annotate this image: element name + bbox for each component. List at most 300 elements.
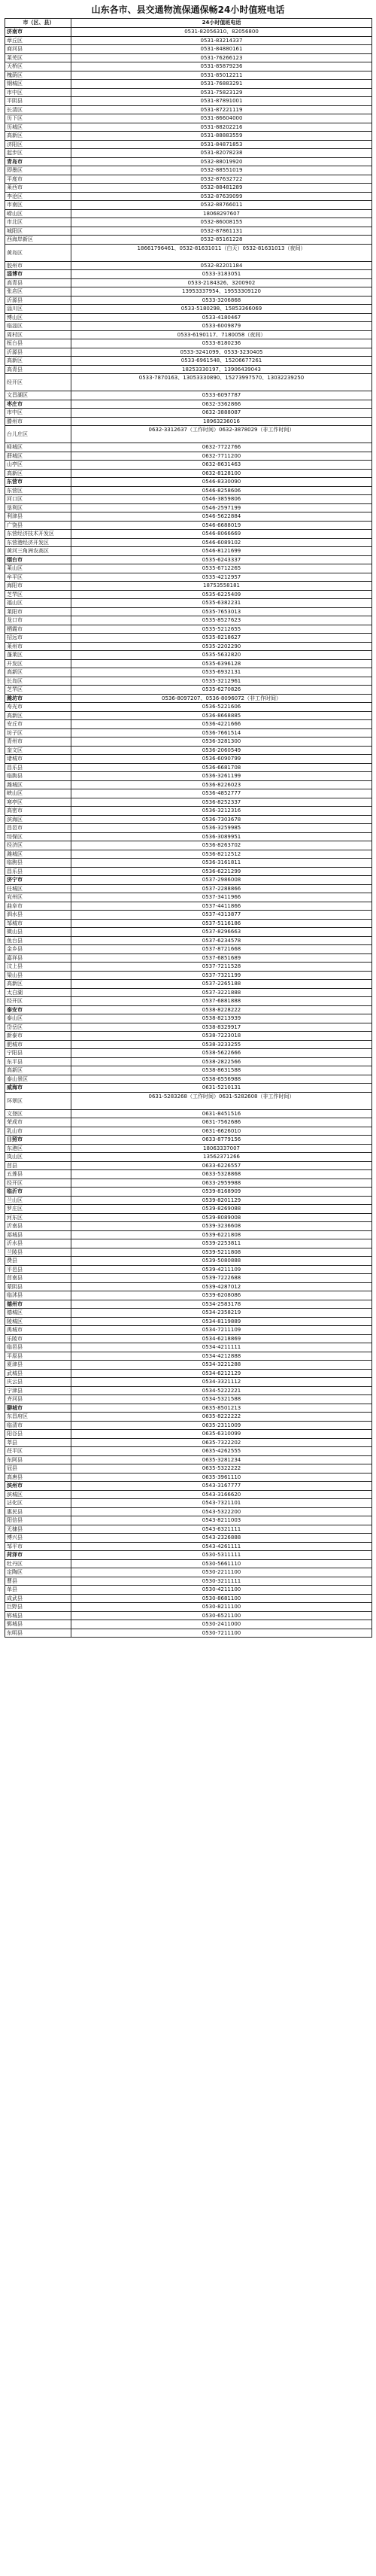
region-name: 罗庄区 (5, 1205, 71, 1213)
table-row (5, 1516, 372, 1525)
region-name: 滨城区 (5, 1491, 71, 1499)
region-name: 蓬莱区 (5, 651, 71, 659)
table-row (5, 1499, 372, 1508)
phone-number: 0536-3212316 (71, 807, 372, 815)
table-row (5, 512, 372, 522)
table-row (5, 1430, 372, 1439)
phone-number: 0539-5211808 (71, 1248, 372, 1257)
region-name: 薛城区 (5, 452, 71, 461)
phone-number: 0537-3411966 (71, 893, 372, 902)
phone-number: 0537-6851689 (71, 954, 372, 963)
table-header (5, 19, 372, 28)
region-name: 长清区 (5, 106, 71, 114)
phone-number: 0533-8180236 (71, 339, 372, 348)
table-row (5, 1023, 372, 1033)
phone-number: 0530-2411000 (71, 1620, 372, 1629)
table-row (5, 599, 372, 608)
region-name: 历城区 (5, 123, 71, 132)
phone-number: 0533-3206868 (71, 297, 372, 305)
phone-number: 0539-4287012 (71, 1283, 372, 1291)
phone-number: 0635-5322222 (71, 1464, 372, 1473)
table-row (5, 989, 372, 998)
table-row (5, 1266, 372, 1275)
phone-number: 0633-2959988 (71, 1179, 372, 1188)
phone-number: 0535-7653013 (71, 608, 372, 616)
table-row (5, 703, 372, 712)
phone-number: 0537-4411866 (71, 902, 372, 911)
phone-number: 0537-6881888 (71, 997, 372, 1005)
phone-number: 0632-3362866 (71, 400, 372, 409)
phone-number: 0633-8779156 (71, 1136, 372, 1144)
region-name: 东明县 (5, 1629, 71, 1638)
region-name: 太白湖 (5, 989, 71, 997)
phone-number: 0536-6681708 (71, 764, 372, 772)
phone-number: 0531-76266123 (71, 54, 372, 62)
region-name: 崂山区 (5, 210, 71, 218)
phone-number: 0539-7222688 (71, 1274, 372, 1282)
phone-number: 0536-6090799 (71, 755, 372, 763)
region-name: 沂南县 (5, 1222, 71, 1230)
table-row (5, 426, 372, 443)
phone-number: 0537-7211528 (71, 963, 372, 971)
table-row (5, 1145, 372, 1154)
region-name: 济南市 (5, 28, 71, 36)
phone-number: 0532-88766011 (71, 201, 372, 209)
table-row (5, 564, 372, 573)
region-name: 茌平区 (5, 1447, 71, 1455)
city-row (5, 478, 372, 487)
phone-number: 0532-87861131 (71, 227, 372, 236)
table-row (5, 764, 372, 773)
table-row (5, 1153, 372, 1162)
phone-number: 0534-2583178 (71, 1300, 372, 1309)
table-row (5, 972, 372, 981)
region-name: 邹平市 (5, 1543, 71, 1551)
phone-number: 0530-8681100 (71, 1595, 372, 1603)
phone-number: 0546-6089102 (71, 539, 372, 547)
phone-number: 0632-7711200 (71, 452, 372, 461)
phone-number: 0546-8258606 (71, 487, 372, 495)
region-name: 泰安市 (5, 1006, 71, 1014)
region-name: 五莲县 (5, 1170, 71, 1179)
city-row (5, 28, 372, 37)
region-name: 莘县 (5, 1439, 71, 1447)
region-name: 齐河县 (5, 1395, 71, 1404)
table-row (5, 729, 372, 738)
region-name: 滕州市 (5, 418, 71, 426)
table-row (5, 1491, 372, 1500)
phone-number: 0633-5328868 (71, 1170, 372, 1179)
table-row (5, 175, 372, 184)
table-row (5, 660, 372, 669)
region-name: 经开区 (5, 997, 71, 1005)
phone-number: 0537-5116186 (71, 920, 372, 928)
table-row (5, 954, 372, 963)
region-name: 济宁市 (5, 876, 71, 884)
table-row (5, 582, 372, 591)
table-row (5, 1387, 372, 1396)
table-row (5, 1257, 372, 1266)
table-row (5, 1595, 372, 1604)
table-row (5, 1413, 372, 1422)
table-row (5, 218, 372, 227)
table-row (5, 1066, 372, 1075)
region-name: 章丘区 (5, 37, 71, 45)
region-name: 槐荫区 (5, 71, 71, 80)
region-name: 沂源县 (5, 348, 71, 357)
city-row (5, 695, 372, 704)
phone-number: 0534-7211109 (71, 1326, 372, 1334)
region-name: 德州市 (5, 1300, 71, 1309)
table-row (5, 668, 372, 677)
phone-number: 0546-8121699 (71, 547, 372, 555)
region-name: 惠民县 (5, 1508, 71, 1516)
region-name: 荣成市 (5, 1118, 71, 1127)
header-phone: 24小时值班电话 (71, 19, 372, 27)
phone-number: 0535-6270826 (71, 686, 372, 694)
table-row (5, 80, 372, 89)
phone-number: 0535-6225409 (71, 591, 372, 599)
city-row (5, 1136, 372, 1145)
table-row (5, 980, 372, 989)
phone-number: 0546-5622884 (71, 512, 372, 521)
table-row (5, 1049, 372, 1058)
region-name: 泗水县 (5, 911, 71, 919)
region-name: 临清市 (5, 1422, 71, 1430)
phone-number: 0534-6212129 (71, 1370, 372, 1378)
phone-number: 0533-6009879 (71, 322, 372, 330)
phone-number: 0532-87632722 (71, 175, 372, 184)
region-name: 历下区 (5, 114, 71, 123)
phone-number: 0534-3221288 (71, 1361, 372, 1369)
phone-number: 0536-8226023 (71, 781, 372, 789)
phone-number: 0530-3211111 (71, 1577, 372, 1586)
table-row (5, 452, 372, 461)
region-name: 青岛市 (5, 158, 71, 166)
city-row (5, 1482, 372, 1491)
region-name: 郓城县 (5, 1612, 71, 1620)
phone-number: 0539-6221808 (71, 1231, 372, 1239)
table-row (5, 1118, 372, 1127)
phone-number: 0531-82078238 (71, 149, 372, 157)
region-name: 环翠区 (5, 1093, 71, 1109)
table-row (5, 1214, 372, 1223)
region-name: 潍城区 (5, 781, 71, 789)
region-name: 李沧区 (5, 193, 71, 201)
table-row (5, 443, 372, 452)
phone-number: 0546-3859806 (71, 495, 372, 503)
phone-number: 0536-8212512 (71, 850, 372, 859)
region-name: 海阳市 (5, 582, 71, 590)
phone-number: 0543-7321101 (71, 1499, 372, 1507)
region-name: 乐陵市 (5, 1335, 71, 1343)
region-name: 潍坊市 (5, 695, 71, 703)
region-name: 高新区 (5, 712, 71, 720)
region-name: 东营区 (5, 487, 71, 495)
table-row (5, 409, 372, 418)
phone-number: 0546-2597199 (71, 504, 372, 512)
city-row (5, 158, 372, 167)
phone-number: 0533-6190117、7180058（夜间） (71, 331, 372, 339)
phone-number: 0533-6961548、15206677261 (71, 357, 372, 365)
region-name: 平度市 (5, 175, 71, 184)
region-name: 天桥区 (5, 62, 71, 71)
region-name: 莱州市 (5, 643, 71, 651)
region-name: 无棣县 (5, 1525, 71, 1534)
phone-number: 0631-6626010 (71, 1127, 372, 1136)
phone-number: 0532-88551019 (71, 166, 372, 175)
phone-number: 0537-8721668 (71, 945, 372, 953)
region-name: 综保区 (5, 833, 71, 841)
table-row (5, 522, 372, 531)
table-row (5, 1352, 372, 1361)
city-row (5, 1404, 372, 1413)
table-row (5, 71, 372, 81)
region-name: 兰陵县 (5, 1248, 71, 1257)
table-row (5, 1560, 372, 1569)
table-row (5, 720, 372, 729)
region-name: 聊城市 (5, 1404, 71, 1413)
region-name: 岱岳区 (5, 1023, 71, 1032)
region-name: 高密市 (5, 807, 71, 815)
table-row (5, 1110, 372, 1119)
phone-number: 0539-4211109 (71, 1266, 372, 1274)
region-name: 滨州市 (5, 1482, 71, 1490)
region-name: 沂源县 (5, 297, 71, 305)
table-row (5, 963, 372, 972)
phone-number: 0632-3888087 (71, 409, 372, 417)
phone-number: 0530-8211100 (71, 1603, 372, 1611)
region-name: 梁山县 (5, 972, 71, 980)
phone-number: 0536-8263702 (71, 841, 372, 850)
phone-number: 0543-3167777 (71, 1482, 372, 1490)
region-name: 新泰市 (5, 1032, 71, 1040)
region-name: 微山县 (5, 928, 71, 936)
hotline-table (5, 18, 372, 1638)
region-name: 枣庄市 (5, 400, 71, 409)
region-name: 临朐县 (5, 859, 71, 867)
region-name: 高新区 (5, 1066, 71, 1075)
phone-number: 0534-5321588 (71, 1395, 372, 1404)
table-row (5, 859, 372, 868)
table-row (5, 141, 372, 150)
region-name: 菏泽市 (5, 1551, 71, 1559)
region-name: 庆云县 (5, 1378, 71, 1386)
table-row (5, 305, 372, 314)
region-name: 经开区 (5, 1179, 71, 1188)
phone-number: 0532-87639099 (71, 193, 372, 201)
table-row (5, 1568, 372, 1577)
table-row (5, 1620, 372, 1629)
table-row (5, 366, 372, 375)
phone-number: 0535-6396128 (71, 660, 372, 668)
phone-number: 0537-4313877 (71, 911, 372, 919)
table-row (5, 1326, 372, 1335)
region-name: 平原县 (5, 1352, 71, 1361)
phone-number: 0533-4180467 (71, 314, 372, 322)
region-name: 东营市 (5, 478, 71, 486)
table-row (5, 1335, 372, 1344)
phone-number: 0535-5212655 (71, 625, 372, 634)
region-name: 河东区 (5, 1214, 71, 1222)
region-name: 滨海区 (5, 816, 71, 824)
region-name: 东港区 (5, 1145, 71, 1153)
phone-number: 0535-4212957 (71, 573, 372, 582)
region-name: 平邑县 (5, 1266, 71, 1274)
table-row (5, 1170, 372, 1179)
phone-number: 0635-7322202 (71, 1439, 372, 1447)
table-row (5, 868, 372, 877)
table-row (5, 1283, 372, 1292)
table-row (5, 1197, 372, 1206)
region-name: 牡丹区 (5, 1560, 71, 1568)
phone-number: 0534-2358219 (71, 1309, 372, 1317)
phone-number: 0531-84880161 (71, 45, 372, 53)
region-name: 广饶县 (5, 522, 71, 530)
phone-number: 0538-8631588 (71, 1066, 372, 1075)
region-name: 宁阳县 (5, 1049, 71, 1057)
region-name: 钢城区 (5, 80, 71, 88)
region-name: 周村区 (5, 331, 71, 339)
phone-number: 0538-7223018 (71, 1032, 372, 1040)
region-name: 单县 (5, 1586, 71, 1594)
phone-number: 0539-8201129 (71, 1197, 372, 1205)
table-row (5, 937, 372, 946)
phone-number: 0538-6556988 (71, 1075, 372, 1084)
region-name: 沾化区 (5, 1499, 71, 1507)
region-name: 临沭县 (5, 1291, 71, 1300)
region-name: 莒县 (5, 1162, 71, 1170)
table-row (5, 114, 372, 123)
table-row (5, 1162, 372, 1171)
region-name: 市中区 (5, 89, 71, 97)
table-row (5, 850, 372, 859)
table-row (5, 45, 372, 54)
phone-number: 0530-5661110 (71, 1560, 372, 1568)
region-name: 即墨区 (5, 166, 71, 175)
phone-number: 0537-6234578 (71, 937, 372, 945)
region-name: 昌乐县 (5, 764, 71, 772)
region-name: 市南区 (5, 201, 71, 209)
table-row (5, 1361, 372, 1370)
phone-number: 0533-2184326、3200902 (71, 279, 372, 287)
phone-number: 0536-2060549 (71, 747, 372, 755)
phone-number: 0536-5221606 (71, 703, 372, 711)
table-row (5, 1041, 372, 1050)
phone-number: 0536-6221299 (71, 868, 372, 876)
table-row (5, 1439, 372, 1448)
table-row (5, 461, 372, 470)
phone-number: 0530-5311111 (71, 1551, 372, 1559)
phone-number: 0635-4262555 (71, 1447, 372, 1455)
region-name: 禹城市 (5, 1326, 71, 1334)
table-row (5, 1370, 372, 1379)
phone-number: 0538-8228222 (71, 1006, 372, 1014)
region-name: 张店区 (5, 287, 71, 296)
region-name: 寒亭区 (5, 798, 71, 807)
phone-number: 0546-8330090 (71, 478, 372, 486)
table-row (5, 149, 372, 158)
table-row (5, 945, 372, 954)
phone-number: 0534-4212888 (71, 1352, 372, 1361)
table-row (5, 1093, 372, 1110)
phone-number: 0536-3261199 (71, 772, 372, 780)
city-row (5, 1188, 372, 1197)
phone-number: 0537-8296663 (71, 928, 372, 936)
phone-number: 0531-84871853 (71, 141, 372, 149)
phone-number: 0535-6712265 (71, 564, 372, 573)
region-name: 德城区 (5, 1309, 71, 1317)
region-name: 诸城市 (5, 755, 71, 763)
phone-number: 0536-3281300 (71, 738, 372, 746)
region-name: 莱西市 (5, 184, 71, 192)
table-row (5, 841, 372, 850)
table-row (5, 1127, 372, 1136)
region-name: 黄河三角洲农高区 (5, 547, 71, 555)
table-row (5, 616, 372, 625)
phone-number: 0546-6688019 (71, 522, 372, 530)
table-row (5, 781, 372, 790)
table-row (5, 885, 372, 894)
region-name: 宁津县 (5, 1387, 71, 1395)
phone-number: 0631-7562686 (71, 1118, 372, 1127)
region-name: 商河县 (5, 45, 71, 53)
region-name: 栖霞市 (5, 625, 71, 634)
region-name: 蒙阴县 (5, 1283, 71, 1291)
phone-number: 0534-5222221 (71, 1387, 372, 1395)
phone-number: 0532-88019920 (71, 158, 372, 166)
phone-number: 0539-5080888 (71, 1257, 372, 1265)
phone-number: 0635-6310099 (71, 1430, 372, 1438)
table-row (5, 123, 372, 132)
region-name: 东昌府区 (5, 1413, 71, 1421)
table-row (5, 1378, 372, 1387)
region-name: 高新区 (5, 980, 71, 988)
phone-number: 0632-3312637（工作时间）0632-3878029（非工作时间） (71, 426, 372, 443)
phone-number: 0536-8668885 (71, 712, 372, 720)
table-row (5, 1534, 372, 1543)
region-name: 武城县 (5, 1370, 71, 1378)
phone-number: 18963236016 (71, 418, 372, 426)
table-row (5, 1058, 372, 1067)
table-row (5, 201, 372, 210)
table-row (5, 227, 372, 236)
region-name: 临邑县 (5, 1343, 71, 1352)
table-row (5, 1395, 372, 1404)
table-row (5, 331, 372, 340)
table-row (5, 89, 372, 98)
phone-number: 0535-2202290 (71, 643, 372, 651)
table-row (5, 547, 372, 556)
region-name: 鱼台县 (5, 937, 71, 945)
region-name: 昌邑市 (5, 824, 71, 832)
phone-number: 0531-88202216 (71, 123, 372, 132)
table-row (5, 608, 372, 617)
phone-number: 0538-5622666 (71, 1049, 372, 1057)
phone-number: 0536-4852777 (71, 789, 372, 798)
phone-number: 0537-2986008 (71, 876, 372, 884)
phone-number: 0539-3236608 (71, 1222, 372, 1230)
phone-number: 0539-2253811 (71, 1239, 372, 1248)
region-name: 兖州区 (5, 893, 71, 902)
region-name: 黄岛区 (5, 245, 71, 261)
region-name: 潍城区 (5, 850, 71, 859)
phone-number: 0635-2311009 (71, 1422, 372, 1430)
phone-number: 0531-88883559 (71, 132, 372, 140)
phone-number: 0546-8066669 (71, 530, 372, 538)
phone-number: 0533-6097787 (71, 391, 372, 400)
table-row (5, 348, 372, 357)
